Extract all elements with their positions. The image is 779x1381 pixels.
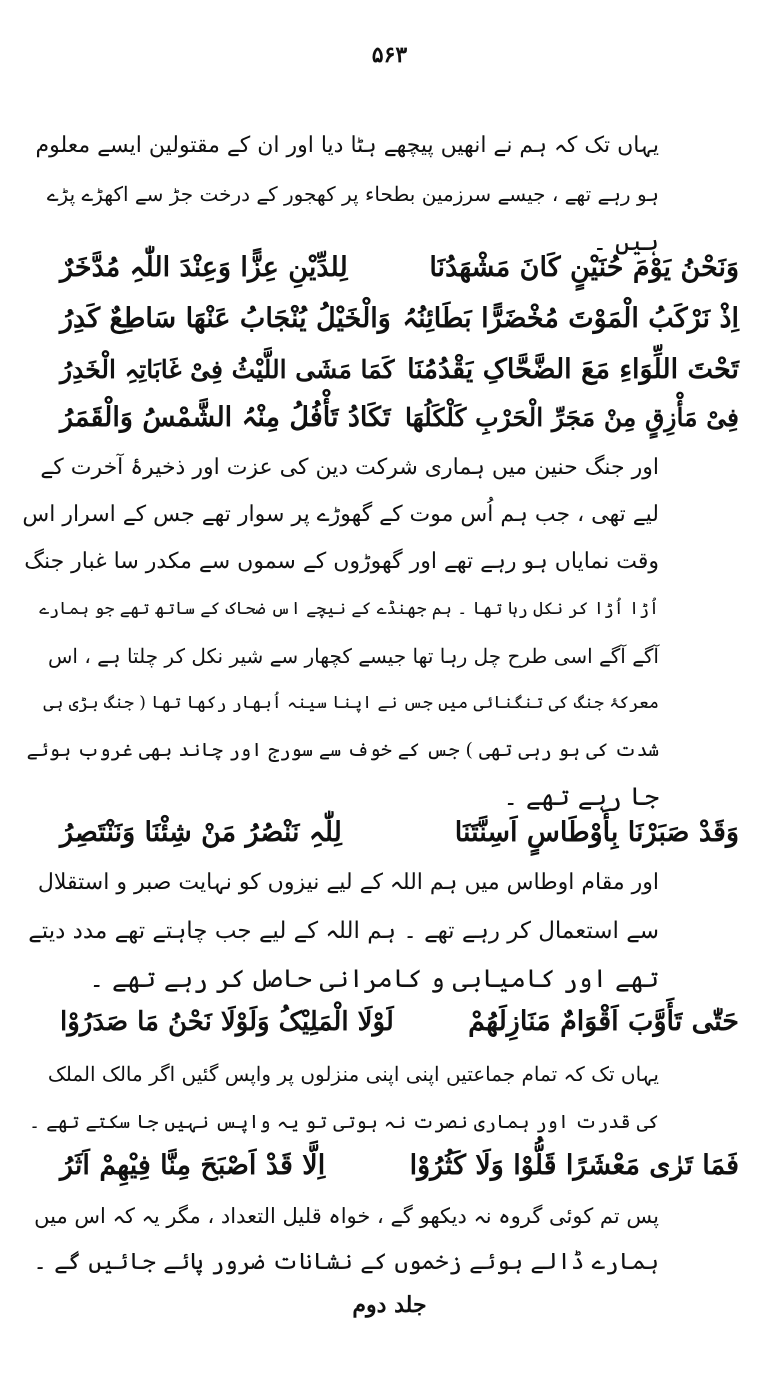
volume-label: جلد دوم (352, 1292, 427, 1318)
page-number: ۵۶۳ (371, 42, 408, 68)
prose-line: شدت کی ہو رہی تھی ) جس کے خوف سے سورج اور چاند بھی غروب ہوئے (26, 739, 659, 761)
prose-line: سے استعمال کر رہے تھے ۔ ہم اللہ کے لیے جب چاہتے تھے مدد دیتے (28, 918, 659, 944)
verse-first-hemistich: فَمَا تَرٰی مَعْشَرًا قَلُّوْا وَلَا کَثُرُوْا (409, 1150, 739, 1181)
verse-second-hemistich: وَالْخَیْلُ یُنْجَابُ عَنْھَا سَاطِعٌ کَدِرُ (60, 303, 391, 334)
prose-line: اور جنگ حنین میں ہماری شرکت دین کی عزت اور ذخیرۂ آخرت کے (40, 455, 659, 480)
prose-line: یہاں تک کہ تمام جماعتیں اپنی اپنی منزلوں پر واپس گئیں اگر مالک الملک (47, 1062, 659, 1086)
verse-first-hemistich: وَقَدْ صَبَرْنَا بِأَوْطَاسٍ اَسِنَّتَنَا (454, 817, 739, 848)
prose-line: لیے تھی ، جب ہم اُس موت کے گھوڑے پر سوار تھے جس کے اسرار اس (22, 502, 659, 527)
prose-line: یہاں تک کہ ہم نے انھیں پیچھے ہٹا دیا اور ان کے مقتولین ایسے معلوم (35, 133, 659, 158)
verse-first-hemistich: تَحْتَ اللِّوَاءِ مَعَ الضَّحَّاکِ یَقْدُمُنَا (407, 354, 739, 385)
verse-first-hemistich: حَتّٰی تَأَوَّبَ اَقْوَامٌ مَنَازِلَھُمْ (468, 1006, 739, 1037)
verse-second-hemistich: تَکَادُ تَأْفُلُ مِنْہُ الشَّمْسُ وَالْقَمَرُ (60, 402, 391, 433)
verse-second-hemistich: کَمَا مَشَی اللَّیْثُ فِیْ غَابَاتِہِ الْخَدِرُ (60, 355, 395, 384)
verse-second-hemistich: لِلدِّیْنِ عِزًّا وَعِنْدَ اللّٰہِ مُدَّخَرٌ (60, 252, 348, 283)
prose-line: ہمارے ڈالے ہوئے زخموں کے نشانات ضرور پائے جائیں گے ۔ (33, 1249, 659, 1275)
verse-first-hemistich: فِیْ مَأْزِقٍ مِنْ مَجَرِّ الْحَرْبِ کَلْکَلُھَا (405, 403, 739, 432)
prose-line: اُڑا اُڑا کر نکل رہا تھا ۔ ہم جھنڈے کے نیچے اس ضحاک کے ساتھ تھے جو ہمارے (39, 599, 659, 619)
prose-line: اور مقام اوطاس میں ہم اللہ کے لیے نیزوں کو نہایت صبر و استقلال (37, 870, 659, 895)
prose-line: ہیں ۔ (592, 227, 659, 256)
verse-second-hemistich: لِلّٰہِ نَنْصُرُ مَنْ شِئْنَا وَنَنْتَصِرُ (60, 817, 342, 848)
verse-second-hemistich: اِلَّا قَدْ اَصْبَحَ مِنَّا فِیْھِمْ اَثَرُ (60, 1150, 326, 1181)
prose-line: ہو رہے تھے ، جیسے سرزمین بطحاء پر کھجور کے درخت جڑ سے اکھڑے پڑے (46, 182, 659, 206)
prose-line: معرکۂ جنگ کی تنگنائی میں جس نے اپنا سینہ اُبھار رکھا تھا ( جنگ بڑی ہی (43, 693, 659, 713)
verse-second-hemistich: لَوْلَا الْمَلِیْکُ وَلَوْلَا نَحْنُ مَا صَدَرُوْا (60, 1007, 394, 1037)
verse-first-hemistich: اِذْ نَرْکَبُ الْمَوْتَ مُخْضَرًّا بَطَائِنُہُ (402, 303, 739, 334)
prose-line: جا رہے تھے ۔ (503, 782, 659, 811)
prose-line: آگے آگے اسی طرح چل رہا تھا جیسے کچھار سے شیر نکل کر چلتا ہے ، اس (48, 644, 659, 668)
verse-first-hemistich: وَنَحْنُ یَوْمَ حُنَیْنٍ کَانَ مَشْھَدُنَا (429, 252, 739, 283)
prose-line: کی قدرت اور ہماری نصرت نہ ہوتی تو یہ واپس نہیں جا سکتے تھے ۔ (28, 1111, 659, 1133)
prose-line: تھے اور کامیابی و کامرانی حاصل کر رہے تھے ۔ (89, 964, 659, 993)
prose-line: پس تم کوئی گروہ نہ دیکھو گے ، خواہ قلیل التعداد ، مگر یہ کہ اس میں (34, 1204, 659, 1228)
prose-line: وقت نمایاں ہو رہے تھے اور گھوڑوں کے سموں سے مکدر سا غبار جنگ (24, 549, 659, 574)
